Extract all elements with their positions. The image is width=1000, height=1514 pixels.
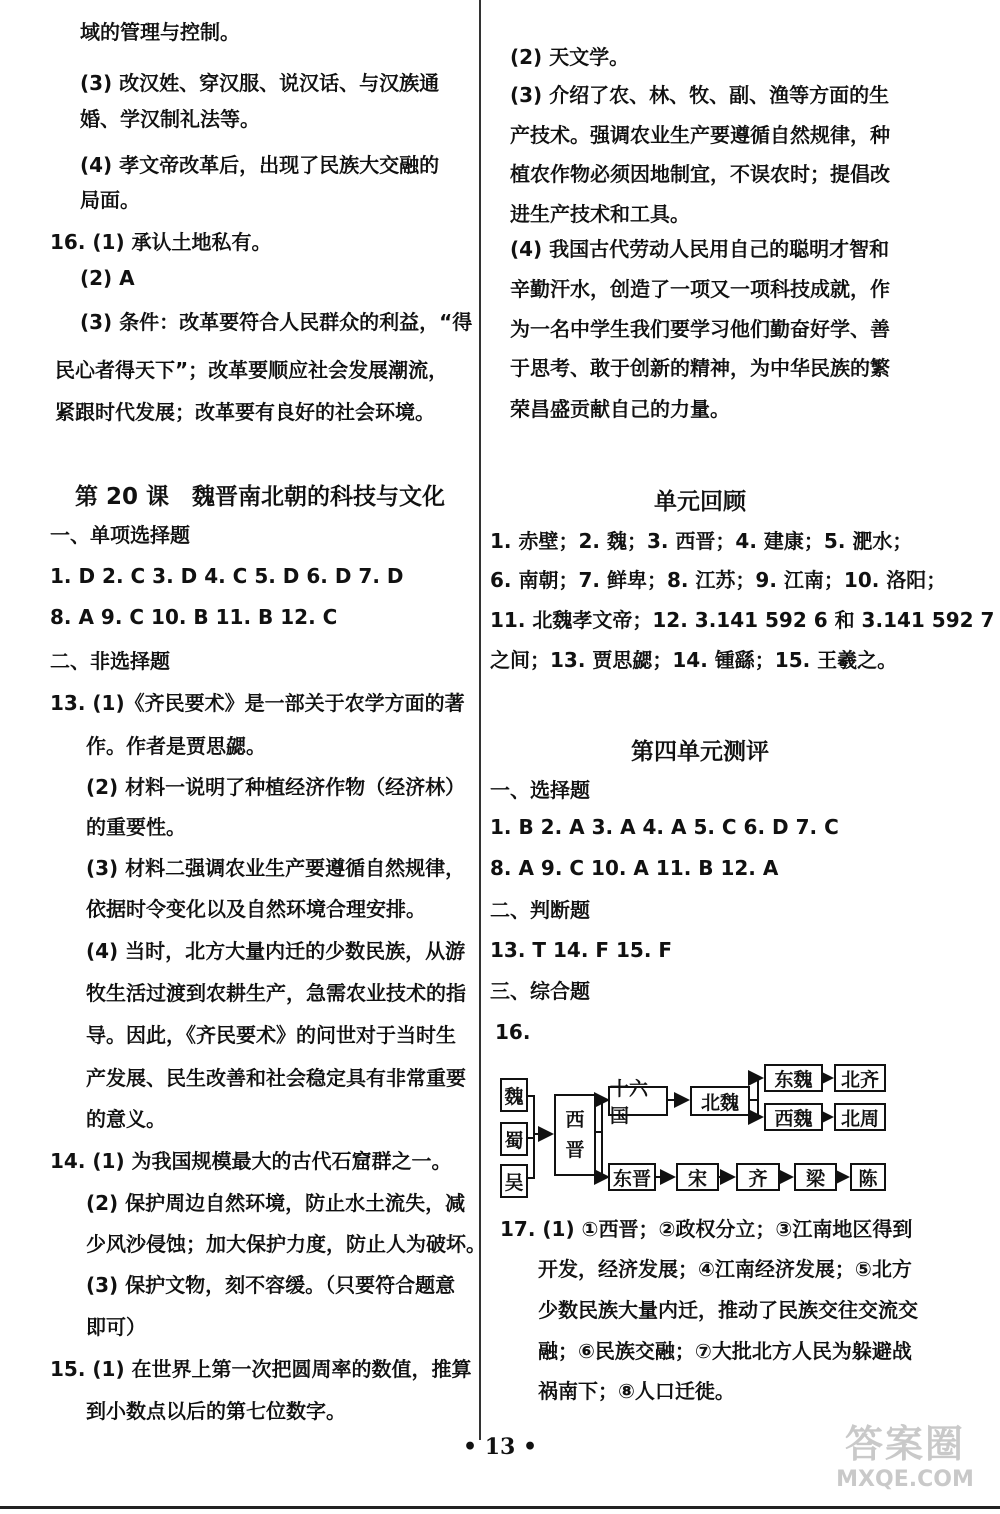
bottom-rule	[0, 1506, 1000, 1509]
text-line: 辛勤汗水，创造了一项又一项科技成就，作	[510, 277, 890, 301]
text-line: 牧生活过渡到农耕生产，急需农业技术的指	[86, 981, 466, 1005]
box-song: 宋	[676, 1163, 719, 1191]
text-line: 荣昌盛贡献自己的力量。	[510, 397, 730, 421]
review-line: 1. 赤壁；2. 魏；3. 西晋；4. 建康；5. 淝水；	[490, 529, 913, 553]
question-15: 15. (1) 在世界上第一次把圆周率的数值，推算	[50, 1357, 472, 1381]
text-line: 的重要性。	[86, 815, 186, 839]
text-line: 开发，经济发展；④江南经济发展；⑤北方	[538, 1257, 912, 1281]
question-16: 16. (1) 承认土地私有。	[50, 230, 272, 254]
review-line: 6. 南朝；7. 鲜卑；8. 江苏；9. 江南；10. 洛阳；	[490, 568, 947, 592]
box-liang: 梁	[794, 1163, 837, 1191]
section-heading: 三、综合题	[490, 979, 590, 1003]
lesson-title: 第 20 课 魏晋南北朝的科技与文化	[74, 484, 446, 510]
section-heading: 一、选择题	[490, 778, 590, 802]
watermark-logo	[822, 1422, 988, 1504]
box-wu: 吴	[500, 1164, 528, 1198]
text-line: 婚、学汉制礼法等。	[80, 107, 260, 131]
box-xiwei: 西魏	[764, 1103, 823, 1131]
text-line: 即可）	[86, 1315, 146, 1339]
text-line: 植农作物必须因地制宜，不误农时；提倡改	[510, 162, 890, 186]
text-line: 少风沙侵蚀；加大保护力度，防止人为破坏。	[86, 1232, 486, 1256]
text-line: 为一名中学生我们要学习他们勤奋好学、善	[510, 317, 890, 341]
text-line: 作。作者是贾思勰。	[86, 734, 266, 758]
text-line: 的意义。	[86, 1107, 166, 1131]
watermark-url: MXQE.COM	[836, 1467, 974, 1492]
text-line: 进生产技术和工具。	[510, 202, 690, 226]
box-wei: 魏	[500, 1078, 528, 1112]
page-number: • 13 •	[462, 1434, 538, 1460]
box-qi: 齐	[736, 1163, 780, 1191]
box-chen: 陈	[850, 1163, 886, 1191]
question-17: 17. (1) ①西晋；②政权分立；③江南地区得到	[500, 1217, 913, 1241]
text-line: 少数民族大量内迁，推动了民族交往交流交	[538, 1298, 918, 1322]
box-beizhou: 北周	[834, 1103, 886, 1131]
text-line: (2) A	[80, 266, 135, 290]
section-heading: 二、判断题	[490, 898, 590, 922]
question-14: 14. (1) 为我国规模最大的古代石窟群之一。	[50, 1149, 452, 1173]
text-line: 产发展、民生改善和社会稳定具有非常重要	[86, 1066, 466, 1090]
text-line: (3) 条件：改革要符合人民群众的利益，“得	[80, 310, 473, 334]
unit-review-title: 单元回顾	[654, 489, 746, 515]
text-line: 民心者得天下”；改革要顺应社会发展潮流，	[55, 358, 449, 382]
text-line: 局面。	[80, 188, 140, 212]
text-line: 于思考、敢于创新的精神，为中华民族的繁	[510, 356, 890, 380]
dynasty-diagram	[490, 1058, 910, 1208]
text-line: 融；⑥民族交融；⑦大批北方人民为躲避战	[538, 1339, 912, 1363]
answer-line: 13. T 14. F 15. F	[490, 938, 673, 962]
text-line: (3) 介绍了农、林、牧、副、渔等方面的生	[510, 83, 890, 107]
answer-line: 8. A 9. C 10. B 11. B 12. C	[50, 605, 338, 629]
question-16-label: 16.	[495, 1020, 531, 1044]
text-line: (2) 天文学。	[510, 45, 630, 69]
answer-line: 8. A 9. C 10. A 11. B 12. A	[490, 856, 779, 880]
text-line: (2) 保护周边自然环境，防止水土流失，减	[86, 1191, 466, 1215]
box-shiliuguo: 十六国	[608, 1086, 668, 1116]
text-line: (4) 我国古代劳动人民用自己的聪明才智和	[510, 237, 890, 261]
question-13: 13. (1)《齐民要术》是一部关于农学方面的著	[50, 691, 465, 715]
answer-line: 1. B 2. A 3. A 4. A 5. C 6. D 7. C	[490, 815, 839, 839]
watermark-text: 答案圈	[844, 1422, 965, 1466]
text-line: 紧跟时代发展；改革要有良好的社会环境。	[55, 400, 435, 424]
text-line: (4) 孝文帝改革后，出现了民族大交融的	[80, 153, 440, 177]
text-line: 祸南下；⑧人口迁徙。	[538, 1379, 735, 1403]
text-line: 产技术。强调农业生产要遵循自然规律，种	[510, 123, 890, 147]
text-line: (3) 改汉姓、穿汉服、说汉话、与汉族通	[80, 71, 440, 95]
box-beiqi: 北齐	[834, 1064, 886, 1092]
section-heading: 一、单项选择题	[50, 523, 190, 547]
text-line: (3) 保护文物，刻不容缓。（只要符合题意	[86, 1273, 456, 1297]
text-line: 依据时令变化以及自然环境合理安排。	[86, 897, 426, 921]
text-line: 导。因此，《齐民要术》的问世对于当时生	[86, 1023, 456, 1047]
text-line: (4) 当时，北方大量内迁的少数民族，从游	[86, 939, 466, 963]
box-xijin: 西 晋	[554, 1094, 596, 1176]
box-dongwei: 东魏	[764, 1064, 823, 1092]
unit-test-title: 第四单元测评	[631, 739, 769, 765]
box-shu: 蜀	[500, 1122, 528, 1156]
box-beiwei: 北魏	[690, 1086, 750, 1116]
column-divider	[479, 0, 481, 1440]
answer-line: 1. D 2. C 3. D 4. C 5. D 6. D 7. D	[50, 564, 404, 588]
text-line: (2) 材料一说明了种植经济作物（经济林）	[86, 775, 466, 799]
box-dongjin: 东晋	[608, 1163, 656, 1191]
text-line: (3) 材料二强调农业生产要遵循自然规律，	[86, 856, 466, 880]
section-heading: 二、非选择题	[50, 649, 170, 673]
text-line: 到小数点以后的第七位数字。	[86, 1399, 346, 1423]
review-line: 11. 北魏孝文帝；12. 3.141 592 6 和 3.141 592 7	[490, 608, 995, 632]
review-line: 之间；13. 贾思勰；14. 锺繇；15. 王羲之。	[490, 648, 898, 672]
text-line: 域的管理与控制。	[80, 20, 240, 44]
